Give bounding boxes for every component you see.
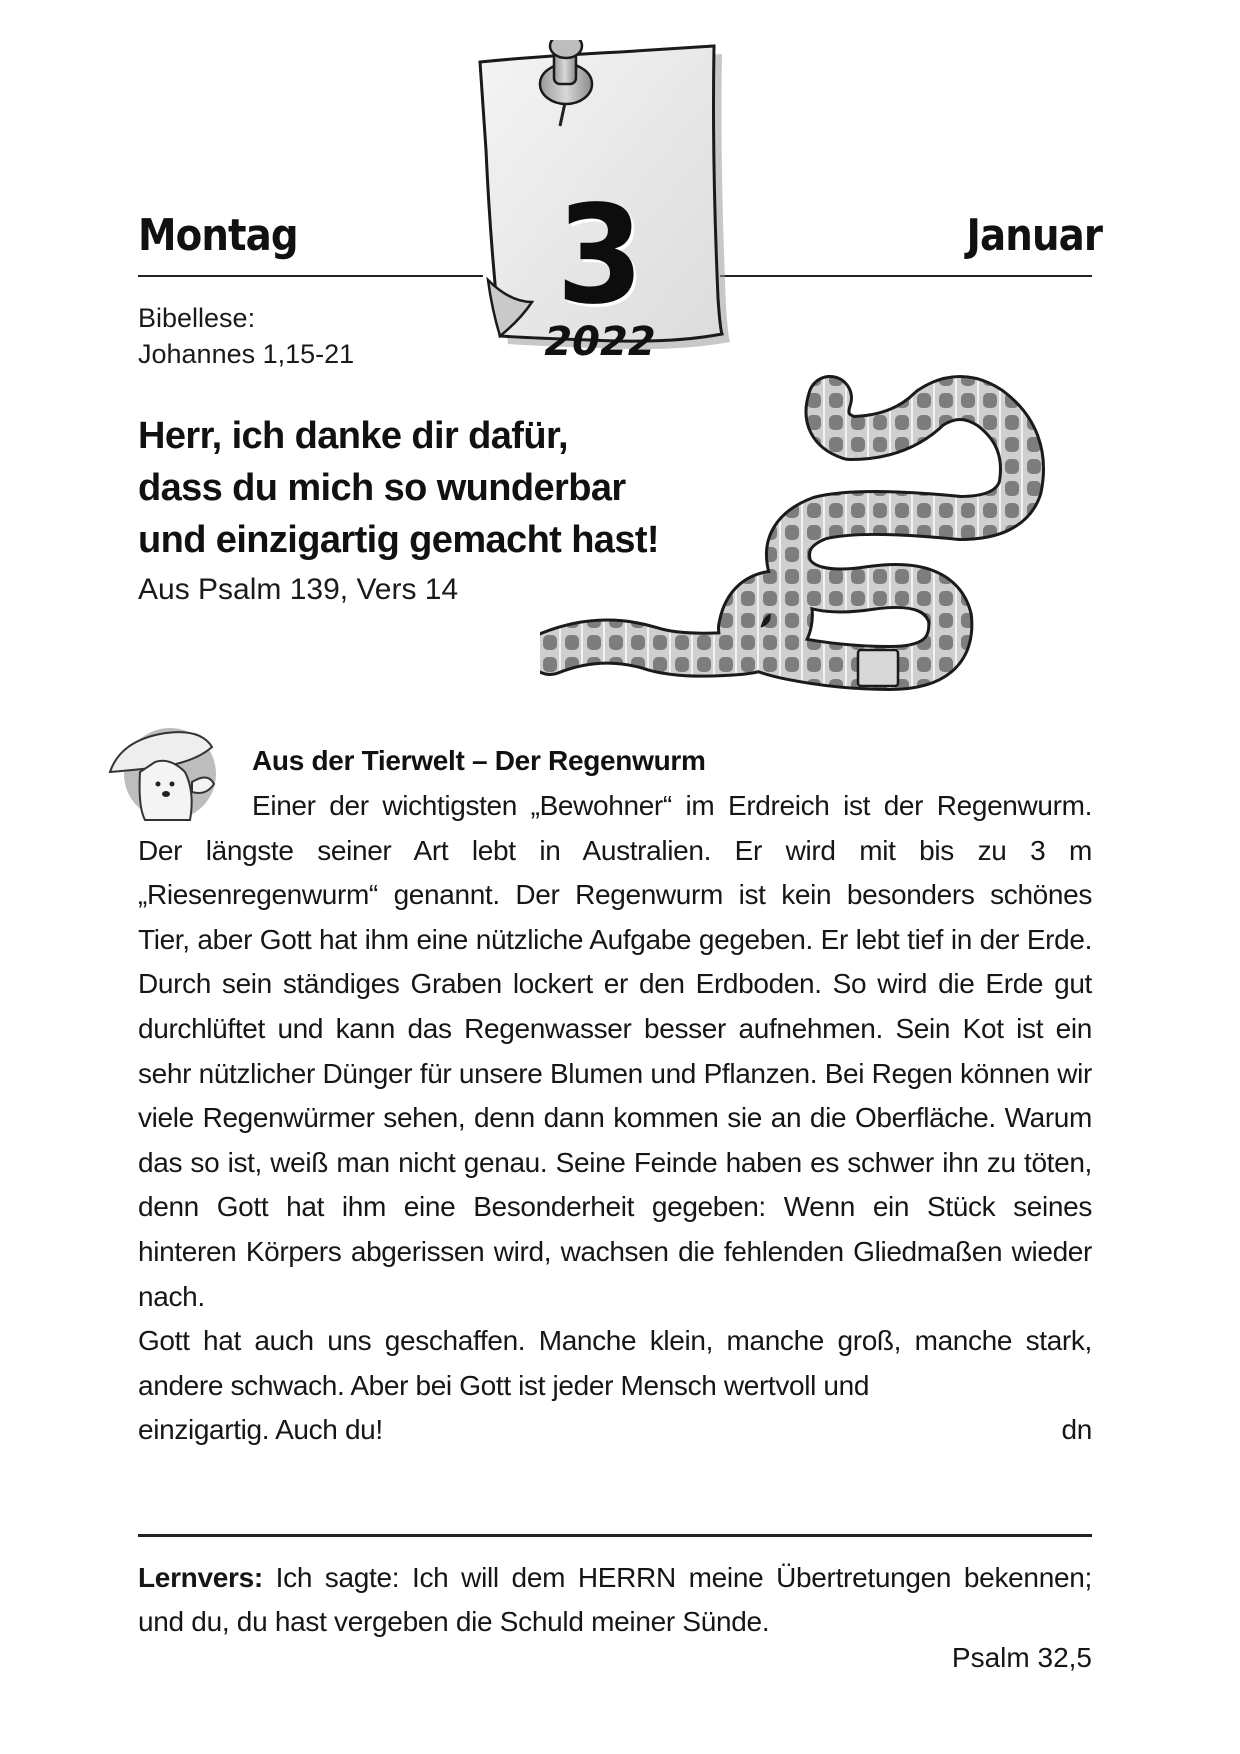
footer-divider: [138, 1534, 1092, 1537]
verse-reference: Aus Psalm 139, Vers 14: [138, 573, 459, 606]
verse-line: und einzigartig gemacht hast!: [138, 519, 659, 561]
header-rule-right: [720, 275, 1092, 277]
bible-reading: [138, 300, 354, 372]
article-paragraph: Gott hat auch uns geschaffen. Manche klein, manche groß, manche stark, andere schwach. Aber bei Gott ist jeder Mensch wertvoll und: [138, 1325, 1092, 1401]
article-closing-row: [138, 1408, 1092, 1453]
memory-verse-text: Ich sagte: Ich will dem HERRN meine Übertretungen bekennen; und du, du hast vergeben die Schuld meiner Sünde.: [138, 1562, 1092, 1637]
calendar-note: [470, 40, 730, 365]
year-label: 2022: [544, 319, 656, 365]
memory-verse: [138, 1556, 1092, 1644]
article-paragraph: Einer der wichtigsten „Bewohner“ im Erdreich ist der Regenwurm. Der längste seiner Art lebt in Australien. Er wird mit bis zu 3 m „Riesenregenwurm“ genannt. Der Regenwurm ist kein besonders schönes Tier, aber Gott hat ihm eine nützliche Aufgabe gegeben. Er lebt tief in der Erde. Durch sein ständiges Graben lockert er den Erdboden. So wird die Erde gut durchlüftet und kann das Regenwasser besser aufnehmen. Sein Kot ist ein sehr nützlicher Dünger für unsere Blumen und Pflanzen. Bei Regen können wir viele Regenwürmer sehen, denn dann kommen sie an die Oberfläche. Warum das so ist, weiß man nicht genau. Seine Feinde haben es schwer ihn zu töten, denn Gott hat ihm eine Besonderheit gegeben: Wenn ein Stück seines hinteren Körpers abgerissen wird, wachsen die fehlenden Gliedmaßen wieder nach.: [138, 790, 1092, 1312]
article-title: Aus der Tierwelt – Der Regenwurm: [252, 745, 706, 776]
author-initials: dn: [1061, 1414, 1092, 1446]
day-number: 3: [556, 177, 644, 335]
header-rule-left: [138, 275, 483, 277]
earthworm-illustration-icon: [540, 368, 1100, 728]
weekday-heading: Montag: [138, 210, 298, 261]
memory-verse-reference: Psalm 32,5: [951, 1642, 1092, 1673]
bible-reading-reference: Johannes 1,15-21: [138, 339, 355, 369]
month-heading: Januar: [966, 210, 1102, 261]
verse-line: Herr, ich danke dir dafür,: [138, 415, 568, 457]
article-body: [138, 784, 1092, 1453]
bible-reading-label: Bibellese:: [138, 303, 256, 333]
article-closing-line: einzigartig. Auch du!: [138, 1414, 383, 1446]
memory-verse-label: Lernvers:: [138, 1562, 263, 1593]
verse-line: dass du mich so wunderbar: [138, 467, 626, 509]
